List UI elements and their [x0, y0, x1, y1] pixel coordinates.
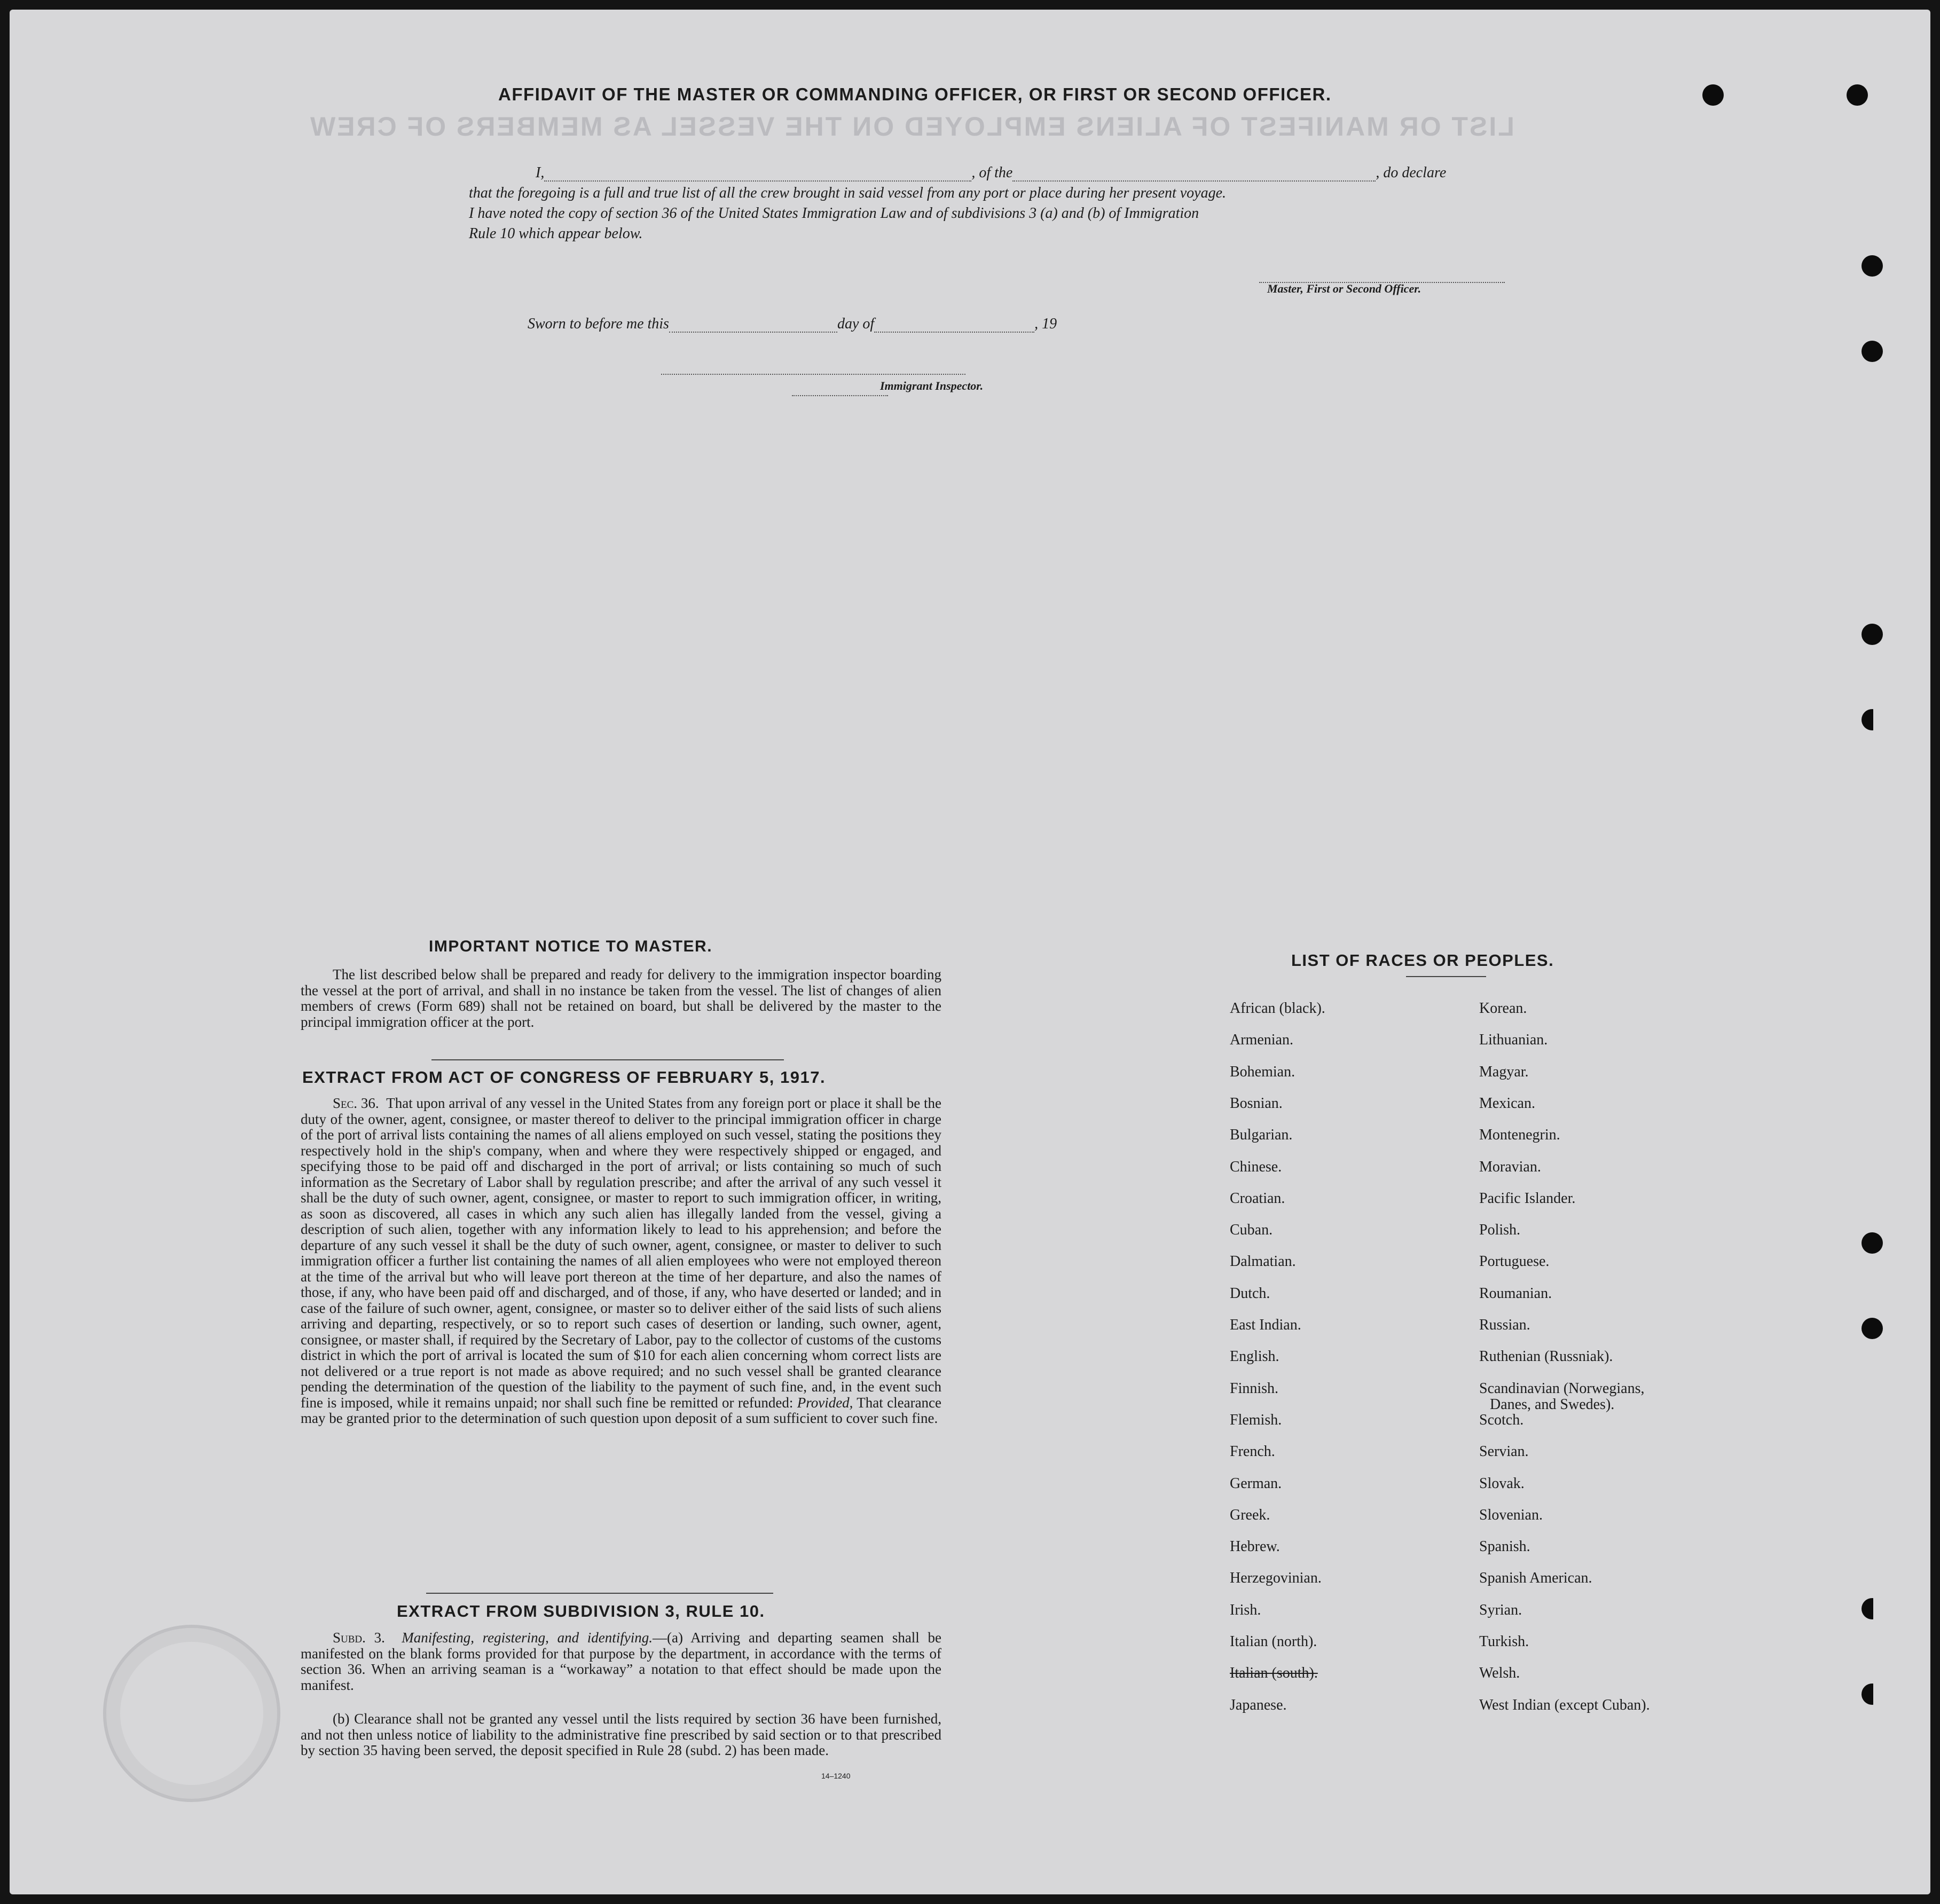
- race-item: Flemish.: [1230, 1411, 1282, 1428]
- inspector-signature-field[interactable]: [661, 362, 965, 375]
- race-item: Scandinavian (Norwegians,: [1479, 1380, 1645, 1397]
- race-item: Finnish.: [1230, 1380, 1279, 1397]
- notice-heading: IMPORTANT NOTICE TO MASTER.: [429, 938, 713, 955]
- race-item: Danes, and Swedes).: [1490, 1396, 1615, 1413]
- race-item: Slovenian.: [1479, 1506, 1543, 1523]
- race-item: Chinese.: [1230, 1158, 1282, 1175]
- race-item: Welsh.: [1479, 1665, 1520, 1682]
- act-heading: EXTRACT FROM ACT OF CONGRESS OF FEBRUARY 5, 1917.: [302, 1068, 826, 1087]
- race-item: Dutch.: [1230, 1285, 1270, 1302]
- race-item: Dalmatian.: [1230, 1253, 1296, 1270]
- race-item: Irish.: [1230, 1601, 1261, 1618]
- sworn-line: Sworn to before me this day of , 19: [528, 316, 1057, 332]
- race-item: Roumanian.: [1479, 1285, 1552, 1302]
- section-label: Sec. 36.: [333, 1095, 379, 1111]
- notice-body: The list described below shall be prepared and ready for delivery to the immigration inspector boarding the vessel at the port of arrival, and shall in no instance be taken from the vessel. The list of changes of alien members of crews (Form 689) shall not be retained on board, but shall be delivered by the master to the principal immigration officer at the port.: [301, 966, 941, 1030]
- punch-hole: [1702, 84, 1724, 106]
- race-item: Russian.: [1479, 1317, 1530, 1333]
- race-item: Turkish.: [1479, 1633, 1529, 1650]
- vessel-field[interactable]: [1012, 169, 1376, 182]
- document-page: [10, 10, 1930, 1894]
- race-item: Polish.: [1479, 1222, 1521, 1239]
- race-item: Croatian.: [1230, 1190, 1285, 1207]
- affidavit-heading: AFFIDAVIT OF THE MASTER OR COMMANDING OFFICER, OR FIRST OR SECOND OFFICER.: [498, 84, 1332, 104]
- race-item: English.: [1230, 1348, 1279, 1365]
- race-item: West Indian (except Cuban).: [1479, 1696, 1650, 1713]
- rule-part-b: (b) Clearance shall not be granted any vessel until the lists required by section 36 have been furnished, and not then unless notice of liability to the administrative fine prescribed by said section or to that prescribed by section 35 having been served, the deposit specified in Rule 28 (subd. 2) has been made.: [301, 1711, 941, 1758]
- race-item: Bulgarian.: [1230, 1127, 1293, 1144]
- race-item: Italian (south).: [1230, 1665, 1318, 1682]
- race-item: Bosnian.: [1230, 1095, 1283, 1112]
- master-signature-caption: Master, First or Second Officer.: [1267, 282, 1421, 295]
- race-item: Korean.: [1479, 1000, 1527, 1017]
- act-body: Sec. 36. That upon arrival of any vessel in the United States from any foreign port or place it shall be the duty of the owner, agent, consignee, or master thereof to deliver to the principal immigration officer in charge of the port of arrival lists containing the names of all aliens employed on such vessel, stating the positions they respectively hold in the ship's company, when and where they were respectively shipped or engaged, and specifying those to be paid off and discharged in the port of arrival; or lists containing so much of such information as the Secretary of Labor shall by regulation prescribe; and after the arrival of any such vessel it shall be the duty of such owner, agent, consignee, or master to report to such immigration officer, in writing, as soon as discovered, all cases in which any such alien has illegally landed from the vessel, giving a description of such alien, together with any information likely to lead to his apprehension; and before the departure of any such vessel it shall be the duty of such owner, agent, consignee, or master to deliver to such immigration officer a further list containing the names of all alien employees who were not employed thereon at the time of the arrival but who will leave port thereon at the time of her departure, and also the names of those, if any, who have been paid off and discharged, and of those, if any, who have deserted or landed; and in case of the failure of such owner, agent, consignee, or master so to deliver either of the said lists of such aliens arriving and departing, respectively, or so to report such cases of desertion or landing, such owner, agent, consignee, or master shall, if required by the Secretary of Labor, pay to the collector of customs of the customs district in which the port of arrival is located the sum of $10 for each alien concerning whom correct lists are not delivered or a true report is not made as above required; and no such vessel shall be granted clearance pending the determination of the question of the liability to the payment of such fine, and, in the event such fine is imposed, while it remains unpaid; nor shall such fine be remitted or refunded: Provided, That clearance may be granted prior to the determination of such question upon deposit of a sum sufficient to cover such fine.: [301, 1095, 942, 1426]
- race-item: Montenegrin.: [1479, 1127, 1560, 1144]
- race-item: Scotch.: [1479, 1411, 1524, 1428]
- rule-heading: EXTRACT FROM SUBDIVISION 3, RULE 10.: [397, 1602, 765, 1620]
- affidavit-text-4: Rule 10 which appear below.: [469, 225, 643, 242]
- race-item: Servian.: [1479, 1443, 1529, 1460]
- inspector-signature-field[interactable]: [792, 383, 888, 396]
- divider: [426, 1593, 773, 1594]
- race-item: Ruthenian (Russniak).: [1479, 1348, 1613, 1365]
- race-item: Bohemian.: [1230, 1063, 1295, 1080]
- form-number: 14–1240: [821, 1772, 851, 1780]
- race-item: Armenian.: [1230, 1032, 1293, 1049]
- race-item: French.: [1230, 1443, 1275, 1460]
- race-item: Slovak.: [1479, 1475, 1525, 1492]
- punch-hole: [1862, 1318, 1883, 1339]
- affidavit-declaration-line: I, , of the , do declare: [536, 164, 1447, 181]
- affidavit-text-3: I have noted the copy of section 36 of the United States Immigration Law and of subdivisions 3 (a) and (b) of Immigration: [469, 205, 1199, 222]
- race-item: Portuguese.: [1479, 1253, 1550, 1270]
- race-item: Mexican.: [1479, 1095, 1535, 1112]
- race-item: Lithuanian.: [1479, 1032, 1548, 1049]
- punch-hole: [1862, 624, 1883, 645]
- seal-stamp: [103, 1625, 280, 1802]
- inspector-caption: Immigrant Inspector.: [880, 379, 984, 392]
- race-item: African (black).: [1230, 1000, 1325, 1017]
- races-heading: LIST OF RACES OR PEOPLES.: [1291, 951, 1554, 970]
- race-item: Spanish American.: [1479, 1570, 1592, 1587]
- affidavit-text-2: that the foregoing is a full and true list of all the crew brought in said vessel from any port or place during her present voyage.: [469, 185, 1227, 201]
- race-item: Spanish.: [1479, 1538, 1530, 1555]
- race-item: Hebrew.: [1230, 1538, 1280, 1555]
- race-item: Greek.: [1230, 1506, 1270, 1523]
- punch-hole: [1847, 84, 1868, 106]
- punch-hole: [1862, 1598, 1883, 1619]
- race-item: Magyar.: [1479, 1063, 1529, 1080]
- name-field[interactable]: [544, 169, 971, 182]
- race-item: Italian (north).: [1230, 1633, 1317, 1650]
- divider: [431, 1059, 784, 1060]
- race-item: Moravian.: [1479, 1158, 1541, 1175]
- sworn-day-field[interactable]: [669, 320, 837, 333]
- race-item: Herzegovinian.: [1230, 1570, 1322, 1587]
- divider: [1406, 976, 1486, 977]
- race-item: Syrian.: [1479, 1601, 1522, 1618]
- punch-hole: [1862, 341, 1883, 362]
- rule-part-a: Subd. 3. Manifesting, registering, and identifying.—(a) Arriving and departing seamen shall be manifested on the blank forms provided for that purpose by the department, in accordance with the terms of section 36. When an arriving seaman is a “workaway” a notation to that effect should be made upon the manifest.: [301, 1630, 941, 1693]
- punch-hole: [1862, 1683, 1883, 1705]
- bleed-through-heading: LIST OR MANIFEST OF ALIENS EMPLOYED ON THE VESSEL AS MEMBERS OF CREW: [309, 112, 1514, 141]
- race-item: Pacific Islander.: [1479, 1190, 1576, 1207]
- race-item: Cuban.: [1230, 1222, 1273, 1239]
- sworn-month-field[interactable]: [874, 320, 1034, 333]
- punch-hole: [1862, 1232, 1883, 1254]
- race-item: East Indian.: [1230, 1317, 1301, 1333]
- race-item: Japanese.: [1230, 1696, 1287, 1713]
- race-item: German.: [1230, 1475, 1282, 1492]
- master-signature-field[interactable]: [1259, 270, 1505, 283]
- punch-hole: [1862, 709, 1883, 730]
- punch-hole: [1862, 255, 1883, 277]
